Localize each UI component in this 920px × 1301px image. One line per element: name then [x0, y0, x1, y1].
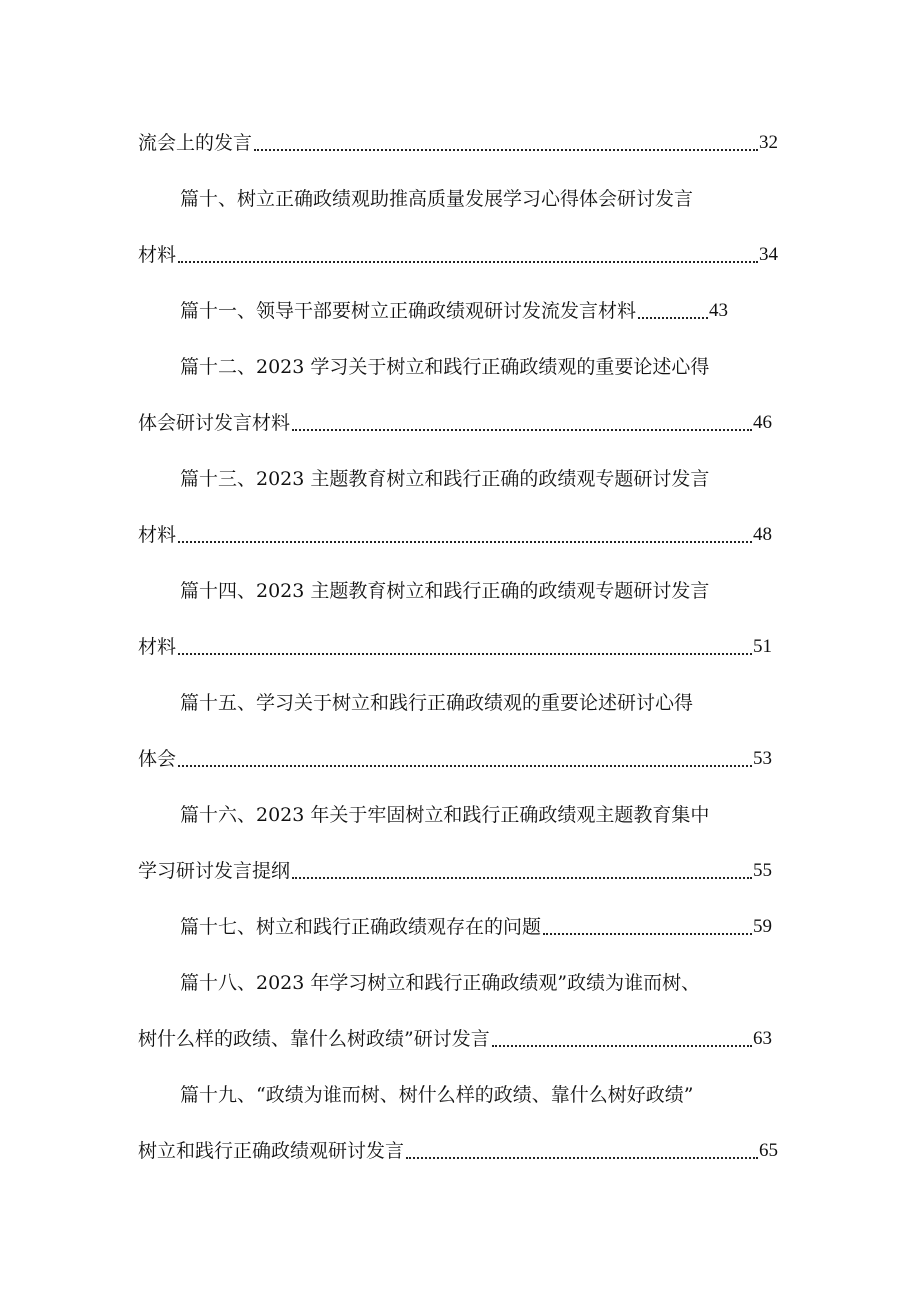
toc-line: [138, 1022, 772, 1056]
toc-line: [180, 686, 778, 720]
toc-page-number: 34: [759, 244, 778, 265]
toc-dot-leader: [254, 149, 758, 151]
toc-entry-text: 篇十二、2023 学习关于树立和践行正确政绩观的重要论述心得: [180, 356, 710, 378]
toc-line: [138, 518, 772, 552]
toc-dot-leader: [406, 1157, 758, 1159]
toc-line: [180, 1078, 778, 1112]
toc-line: [138, 742, 772, 776]
toc-dot-leader: [292, 877, 752, 879]
toc-dot-leader: [492, 1045, 752, 1047]
toc-line: [180, 798, 778, 832]
toc-entry-text: 篇十六、2023 年关于牢固树立和践行正确政绩观主题教育集中: [180, 804, 710, 826]
toc-line: [138, 406, 772, 440]
toc-line: [180, 910, 772, 944]
toc-dot-leader: [543, 933, 752, 935]
toc-entry-text: 篇十八、2023 年学习树立和践行正确政绩观”政绩为谁而树、: [180, 972, 701, 994]
toc-page-number: 63: [753, 1028, 772, 1049]
toc-line: [138, 238, 778, 272]
toc-entry-text: 材料: [138, 524, 177, 546]
toc-line: [180, 574, 778, 608]
toc-page-number: 46: [753, 412, 772, 433]
toc-entry-text: 材料: [138, 636, 177, 658]
toc-entry-text: 体会研讨发言材料: [138, 412, 291, 434]
toc-entry-text: 篇十三、2023 主题教育树立和践行正确的政绩观专题研讨发言: [180, 468, 710, 490]
toc-page-number: 53: [753, 748, 772, 769]
toc-page-number: 32: [759, 132, 778, 153]
toc-dot-leader: [178, 765, 752, 767]
toc-page-number: 43: [709, 300, 728, 321]
toc-entry-text: 篇十七、树立和践行正确政绩观存在的问题: [180, 916, 542, 938]
toc-page-number: 59: [753, 916, 772, 937]
toc-dot-leader: [638, 317, 708, 319]
toc-line: [138, 126, 778, 160]
toc-entry-text: 树什么样的政绩、靠什么树政绩”研讨发言: [138, 1028, 490, 1050]
toc-entry-text: 篇十四、2023 主题教育树立和践行正确的政绩观专题研讨发言: [180, 580, 710, 602]
toc-entry-text: 篇十一、领导干部要树立正确政绩观研讨发流发言材料: [180, 300, 637, 322]
toc-entry-text: 体会: [138, 748, 177, 770]
toc-page-number: 65: [759, 1140, 778, 1161]
toc-entry-text: 流会上的发言: [138, 132, 253, 154]
toc-entry-text: 材料: [138, 244, 177, 266]
toc-dot-leader: [292, 429, 752, 431]
toc-page-number: 48: [753, 524, 772, 545]
toc-line: [180, 294, 728, 328]
toc-entry-text: 篇十、树立正确政绩观助推高质量发展学习心得体会研讨发言: [180, 188, 694, 210]
toc-line: [180, 462, 778, 496]
toc-page-number: 51: [753, 636, 772, 657]
toc-entry-text: 树立和践行正确政绩观研讨发言: [138, 1140, 405, 1162]
toc-page-number: 55: [753, 860, 772, 881]
toc-entry-text: 篇十九、“政绩为谁而树、树什么样的政绩、靠什么树好政绩”: [180, 1084, 694, 1106]
toc-line: [138, 1134, 778, 1168]
toc-line: [138, 630, 772, 664]
toc-line: [138, 854, 772, 888]
toc-entry-text: 篇十五、学习关于树立和践行正确政绩观的重要论述研讨心得: [180, 692, 694, 714]
toc-line: [180, 350, 778, 384]
toc-dot-leader: [178, 653, 752, 655]
toc-dot-leader: [178, 541, 752, 543]
toc-line: [180, 182, 778, 216]
toc-entry-text: 学习研讨发言提纲: [138, 860, 291, 882]
toc-line: [180, 966, 778, 1000]
toc-dot-leader: [178, 261, 758, 263]
